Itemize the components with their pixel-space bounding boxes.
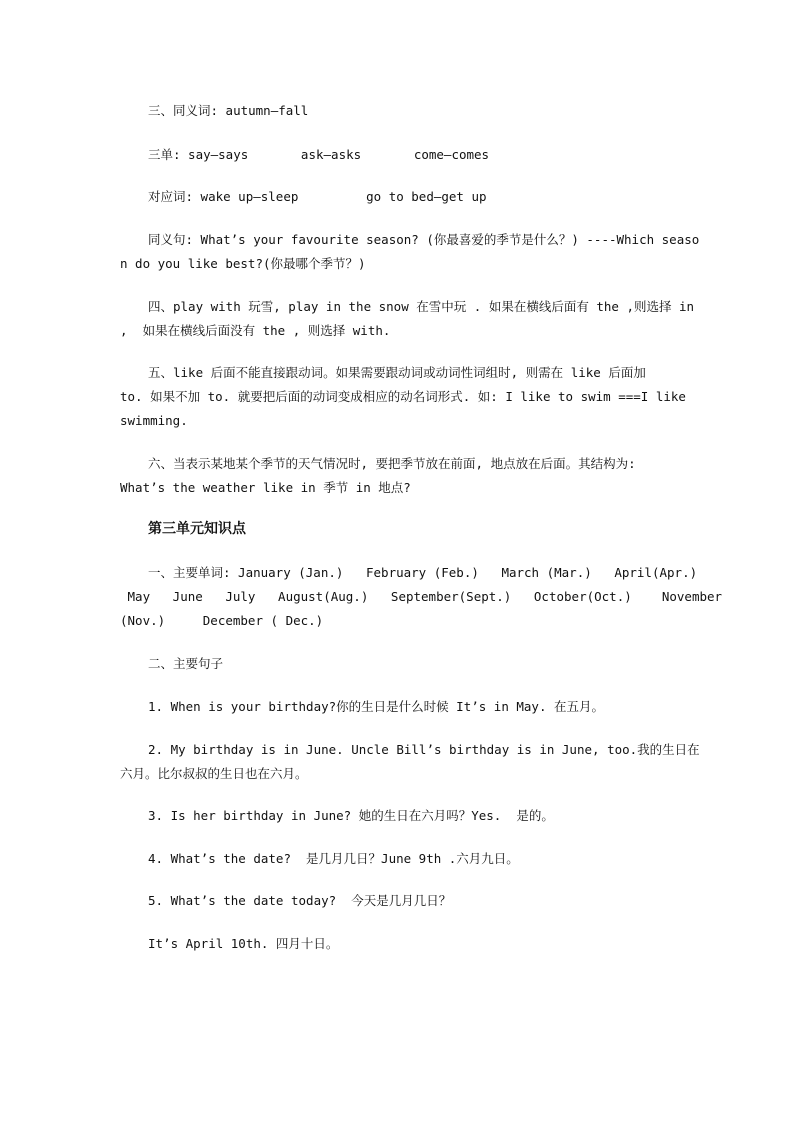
main-words-line-3: (Nov.) December ( Dec.): [120, 613, 324, 628]
synonym-sentence-line-1: 同义句: What’s your favourite season? (你最喜爱的季节是什么？) ----Which seaso: [148, 232, 700, 247]
section-five-line-1: 五、like 后面不能直接跟动词。如果需要跟动词或动词性词组时, 则需在 like 后面加: [148, 365, 646, 380]
sentence-4: 4. What’s the date? 是几月几日？June 9th .六月九日。: [148, 851, 519, 866]
third-person-line: 三单: say—says ask—asks come—comes: [148, 147, 490, 162]
section-six-line-1: 六、当表示某地某个季节的天气情况时, 要把季节放在前面, 地点放在后面。其结构为:: [148, 456, 636, 471]
section-four-line-1: 四、play with 玩雪, play in the snow 在雪中玩 . 如果在横线后面有 the ,则选择 in: [148, 299, 695, 314]
section-five-line-2: to. 如果不加 to. 就要把后面的动词变成相应的动名词形式. 如: I like to swim ===I like: [120, 389, 686, 404]
synonym-sentence-line-2: n do you like best?(你最哪个季节？): [120, 256, 366, 271]
section-six-line-2: What’s the weather like in 季节 in 地点?: [120, 480, 411, 495]
sentence-5: 5. What’s the date today? 今天是几月几日？: [148, 893, 452, 908]
main-words-line-1: 一、主要单词: January (Jan.) February (Feb.) March (Mar.) April(Apr.): [148, 565, 698, 580]
sentence-2-line-1: 2. My birthday is in June. Uncle Bill’s birthday is in June, too.我的生日在: [148, 742, 700, 757]
sentence-1: 1. When is your birthday?你的生日是什么时候 It’s in May. 在五月。: [148, 699, 605, 714]
sentence-2-line-2: 六月。比尔叔叔的生日也在六月。: [120, 766, 308, 781]
sentence-5-answer: It’s April 10th. 四月十日。: [148, 936, 339, 951]
main-words-line-2: May June July August(Aug.) September(Sept.) October(Oct.) November: [120, 589, 723, 604]
sentence-3: 3. Is her birthday in June? 她的生日在六月吗？Yes. 是的。: [148, 808, 554, 823]
opposite-words-line: 对应词: wake up—sleep go to bed—get up: [148, 189, 487, 204]
unit-three-heading: 第三单元知识点: [148, 521, 246, 537]
section-five-line-3: swimming.: [120, 413, 188, 428]
synonym-line: 三、同义词: autumn—fall: [148, 103, 309, 118]
section-four-line-2: , 如果在横线后面没有 the , 则选择 with.: [120, 323, 391, 338]
main-sentences-heading: 二、主要句子: [148, 656, 224, 671]
